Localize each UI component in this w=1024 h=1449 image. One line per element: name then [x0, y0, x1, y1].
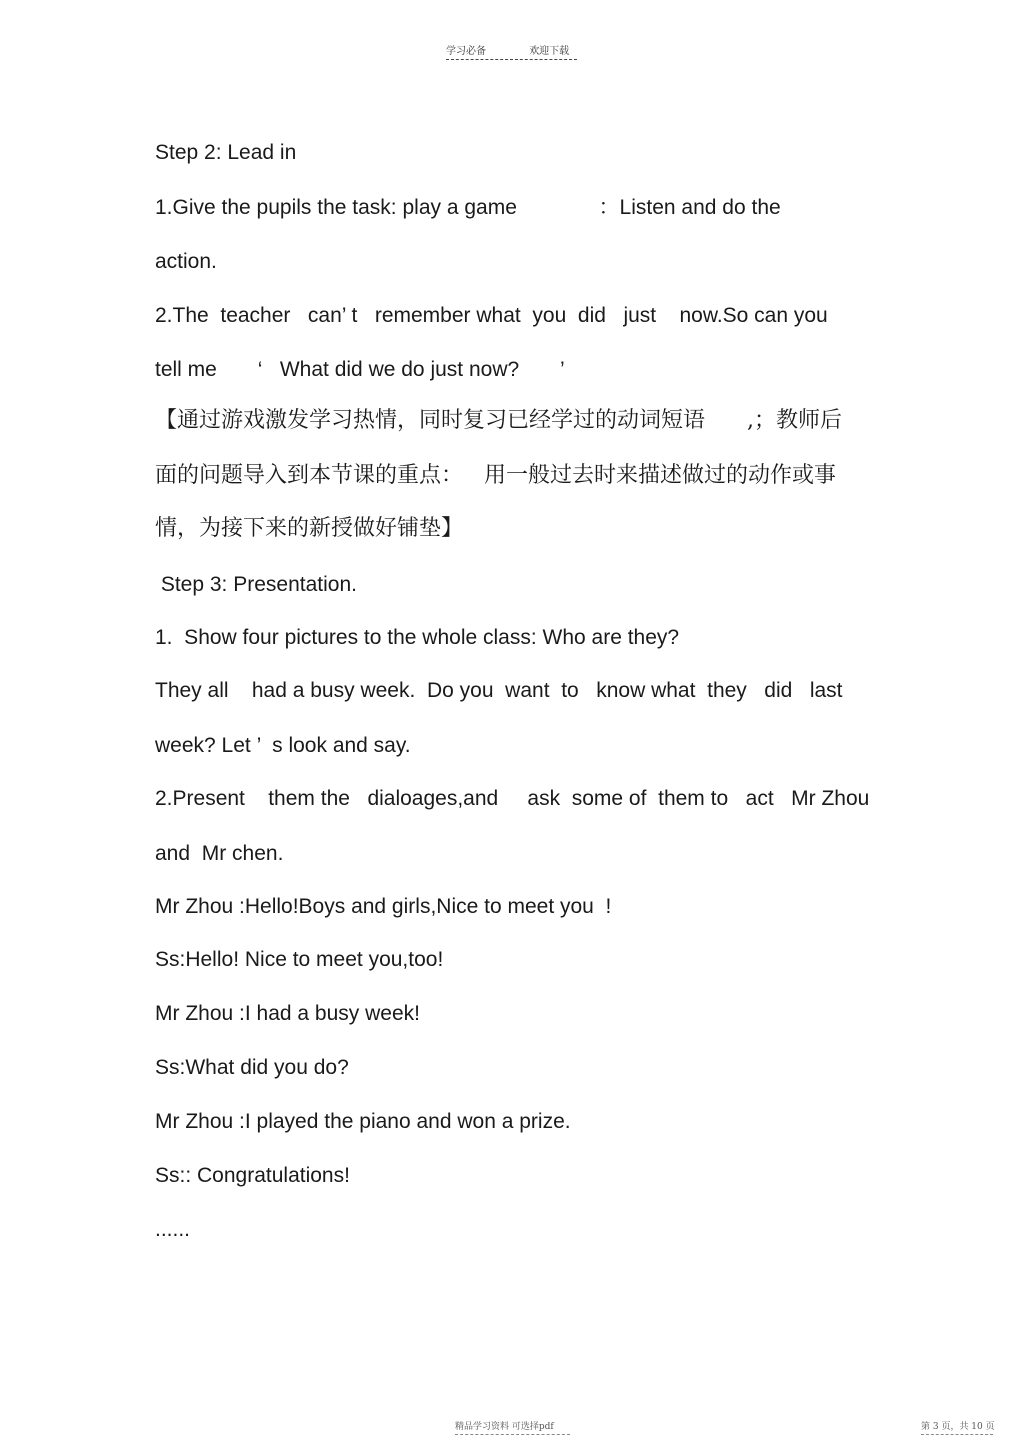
footer-left: 精品学习资料 可选择pdf	[455, 1422, 554, 1432]
chinese-note-line: 面的问题导入到本节课的重点： 用一般过去时来描述做过的动作或事	[155, 463, 836, 488]
footer-left-divider	[455, 1434, 570, 1435]
dialogue-line: Ss:: Congratulations!	[155, 1164, 350, 1187]
dialogue-line: Ss:Hello! Nice to meet you,too!	[155, 948, 444, 971]
step2-heading: Step 2: Lead in	[155, 141, 297, 164]
text-line: 2.The teacher can’ t remember what you did just now.So can you	[155, 304, 828, 327]
footer-page-number: 第 3 页，共 10 页	[921, 1422, 995, 1432]
dialogue-line: Mr Zhou :I played the piano and won a prize.	[155, 1110, 571, 1133]
footer-right-divider	[921, 1434, 993, 1435]
dialogue-line: Mr Zhou :I had a busy week!	[155, 1002, 420, 1025]
header-divider	[446, 59, 577, 60]
dialogue-line: Ss:What did you do?	[155, 1056, 349, 1079]
chinese-note-line: 【通过游戏激发学习热情，同时复习已经学过的动词短语 ,；教师后	[155, 408, 842, 433]
text-line: and Mr chen.	[155, 842, 284, 865]
header-left: 学习必备	[446, 46, 486, 57]
text-line: 1. Show four pictures to the whole class: Who are they?	[155, 626, 680, 649]
text-line: week? Let ’ s look and say.	[155, 734, 411, 757]
text-line: tell me ‘ What did we do just now? ’	[155, 358, 565, 381]
chinese-note-line: 情，为接下来的新授做好铺垫】	[155, 516, 464, 541]
ellipsis-line: ......	[155, 1218, 191, 1241]
header-text	[446, 42, 569, 57]
text-line: They all had a busy week. Do you want to know what they did last	[155, 679, 843, 702]
step3-heading: Step 3: Presentation.	[155, 573, 357, 596]
header-right: 欢迎下载	[529, 46, 570, 57]
text-line: 1.Give the pupils the task: play a game ：Listen and do the	[155, 196, 781, 219]
dialogue-line: Mr Zhou :Hello!Boys and girls,Nice to meet you !	[155, 895, 612, 918]
text-line: action.	[155, 250, 217, 273]
text-line: 2.Present them the dialoages,and ask some of them to act Mr Zhou	[155, 787, 870, 810]
